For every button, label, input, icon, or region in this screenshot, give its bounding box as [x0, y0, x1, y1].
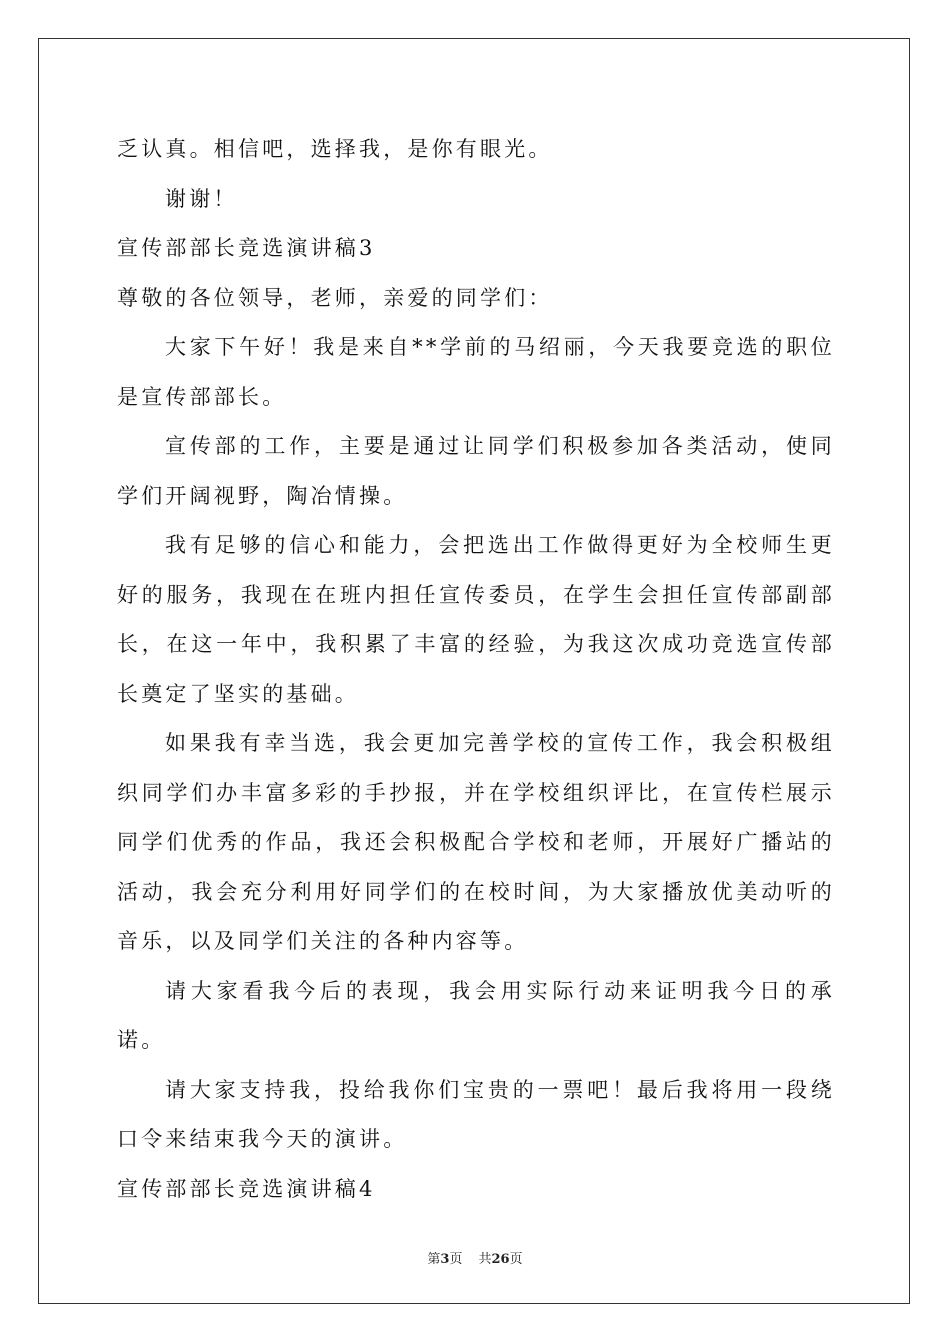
salutation: 尊敬的各位领导，老师，亲爱的同学们：	[117, 285, 553, 310]
total-prefix: 共	[478, 1252, 492, 1267]
page-suffix: 页	[449, 1252, 463, 1267]
paragraph: 乏认真。相信吧，选择我，是你有眼光。	[117, 137, 553, 161]
paragraph: 宣传部的工作，主要是通过让同学们积极参加各类活动，使同学们开阔视野，陶冶情操。	[117, 434, 835, 508]
total-suffix: 页	[509, 1252, 523, 1267]
section-heading: 宣传部部长竞选演讲稿4	[117, 1176, 376, 1201]
page-number: 3	[440, 1252, 450, 1267]
page-footer	[0, 1248, 950, 1267]
paragraph: 请大家看我今后的表现，我会用实际行动来证明我今日的承诺。	[117, 978, 835, 1052]
paragraph: 请大家支持我，投给我你们宝贵的一票吧！最后我将用一段绕口令来结束我今天的演讲。	[117, 1077, 835, 1151]
document-body	[117, 125, 835, 1214]
paragraph: 大家下午好！我是来自**学前的马绍丽，今天我要竞选的职位是宣传部部长。	[117, 335, 835, 409]
total-pages: 26	[491, 1252, 510, 1267]
paragraph: 谢谢！	[165, 186, 238, 211]
section-heading: 宣传部部长竞选演讲稿3	[117, 236, 376, 260]
paragraph: 我有足够的信心和能力，会把选出工作做得更好为全校师生更好的服务，我现在在班内担任宣传委员，在学生会担任宣传部副部长，在这一年中，我积累了丰富的经验，为我这次成功竞选宣传部长奠定了坚实的基础。	[117, 533, 835, 706]
paragraph: 如果我有幸当选，我会更加完善学校的宣传工作，我会积极组织同学们办丰富多彩的手抄报，并在学校组织评比，在宣传栏展示同学们优秀的作品，我还会积极配合学校和老师，开展好广播站的活动，我会充分利用好同学们的在校时间，为大家播放优美动听的音乐，以及同学们关注的各种内容等。	[117, 731, 835, 953]
page-prefix: 第	[427, 1252, 441, 1267]
